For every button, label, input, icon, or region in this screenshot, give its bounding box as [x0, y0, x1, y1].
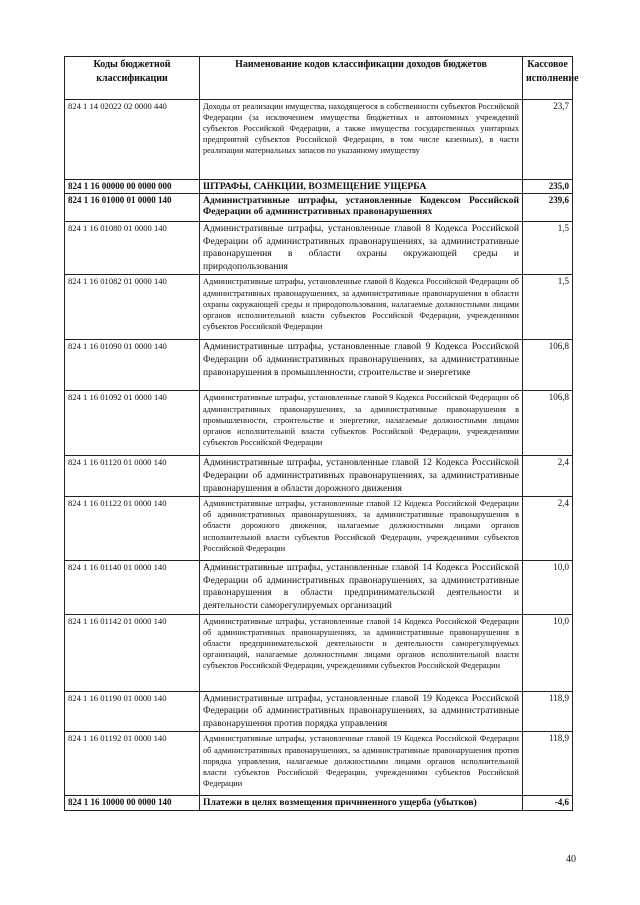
row-code: 824 1 16 01122 01 0000 140: [65, 497, 200, 561]
table-row: [65, 732, 573, 796]
row-name: Административные штрафы, установленные главой 9 Кодекса Российской Федерации об административных правонарушениях, за административные правонарушения в промышленности, строительстве и энергетике: [200, 340, 523, 391]
row-code: 824 1 14 02022 02 0000 440: [65, 100, 200, 180]
table-header-row: [65, 57, 573, 100]
row-amount: 235,0: [523, 180, 573, 194]
table-row: [65, 391, 573, 456]
row-amount: 1,5: [523, 222, 573, 275]
table-row: [65, 614, 573, 691]
row-code: 824 1 16 01090 01 0000 140: [65, 340, 200, 391]
table-row: [65, 100, 573, 180]
row-amount: 106,8: [523, 391, 573, 456]
row-code: 824 1 16 10000 00 0000 140: [65, 796, 200, 811]
row-code: 824 1 16 01092 01 0000 140: [65, 391, 200, 456]
row-amount: 106,8: [523, 340, 573, 391]
row-amount: 2,4: [523, 456, 573, 497]
row-code: 824 1 16 01120 01 0000 140: [65, 456, 200, 497]
row-name: Административные штрафы, установленные главой 14 Кодекса Российской Федерации об административных правонарушениях, за административные правонарушения в области предпринимательской деятельности и деятельности саморегулируемых организаций: [200, 561, 523, 614]
row-code: 824 1 16 01192 01 0000 140: [65, 732, 200, 796]
row-name: Административные штрафы, установленные главой 12 Кодекса Российской Федерации об административных правонарушениях, за административные правонарушения в области дорожного движения, налагаемые должностными лицами органов исполнительной власти субъектов Российской Федерации, учреждениями субъектов Российской Федерации: [200, 497, 523, 561]
table-row: [65, 194, 573, 222]
row-amount: 239,6: [523, 194, 573, 222]
row-amount: 118,9: [523, 691, 573, 732]
header-amount: Кассовое исполнение: [523, 57, 573, 100]
table-row: [65, 222, 573, 275]
table-row: [65, 561, 573, 614]
row-code: 824 1 16 01082 01 0000 140: [65, 275, 200, 340]
row-name: Административные штрафы, установленные главой 19 Кодекса Российской Федерации об административных правонарушениях, за административные правонарушения против порядка управления, налагаемые должностными лицами органов исполнительной власти субъектов Российской Федерации, учреждениями субъектов Российской Федерации: [200, 732, 523, 796]
header-name: Наименование кодов классификации доходов бюджетов: [200, 57, 523, 100]
row-code: 824 1 16 01140 01 0000 140: [65, 561, 200, 614]
row-name: Административные штрафы, установленные главой 12 Кодекса Российской Федерации об административных правонарушениях, за административные правонарушения в области дорожного движения: [200, 456, 523, 497]
table-row: [65, 456, 573, 497]
row-amount: 10,0: [523, 614, 573, 691]
row-name: Доходы от реализации имущества, находящегося в собственности субъектов Российской Федерации (за исключением имущества бюджетных и автономных учреждений субъектов Российской Федерации, а также имущества государственных унитарных предприятий субъектов Российской Федерации, в том числе казенных), в части реализации материальных запасов по указанному имуществу: [200, 100, 523, 180]
table-row: [65, 796, 573, 811]
row-name: ШТРАФЫ, САНКЦИИ, ВОЗМЕЩЕНИЕ УЩЕРБА: [200, 180, 523, 194]
header-code: Коды бюджетной классификации: [65, 57, 200, 100]
row-amount: 10,0: [523, 561, 573, 614]
row-code: 824 1 16 01190 01 0000 140: [65, 691, 200, 732]
row-name: Административные штрафы, установленные главой 9 Кодекса Российской Федерации об административных правонарушениях, за административные правонарушения в промышленности, строительстве и энергетике, налагаемые должностными лицами органов исполнительной власти субъектов Российской Федерации, учреждениями субъектов Российской Федерации: [200, 391, 523, 456]
row-code: 824 1 16 00000 00 0000 000: [65, 180, 200, 194]
row-code: 824 1 16 01142 01 0000 140: [65, 614, 200, 691]
row-name: Платежи в целях возмещения причиненного ущерба (убытков): [200, 796, 523, 811]
row-amount: 23,7: [523, 100, 573, 180]
page-number: 40: [566, 854, 576, 865]
row-name: Административные штрафы, установленные главой 8 Кодекса Российской Федерации об административных правонарушениях, за административные правонарушения в области охраны окружающей среды и природопользования: [200, 222, 523, 275]
row-code: 824 1 16 01080 01 0000 140: [65, 222, 200, 275]
row-amount: 118,9: [523, 732, 573, 796]
row-name: Административные штрафы, установленные главой 8 Кодекса Российской Федерации об административных правонарушениях, за административные правонарушения в области охраны окружающей среды и природопользования, налагаемые должностными лицами органов исполнительной власти субъектов Российской Федерации, учреждениями субъектов Российской Федерации: [200, 275, 523, 340]
row-amount: -4,6: [523, 796, 573, 811]
table-row: [65, 180, 573, 194]
table-row: [65, 497, 573, 561]
budget-revenue-table: [64, 56, 579, 811]
row-code: 824 1 16 01000 01 0000 140: [65, 194, 200, 222]
table-row: [65, 275, 573, 340]
table-row: [65, 340, 573, 391]
row-name: Административные штрафы, установленные главой 14 Кодекса Российской Федерации об административных правонарушениях, за административные правонарушения в области предпринимательской деятельности и деятельности саморегулируемых организаций, налагаемые должностными лицами органов исполнительной власти субъектов Российской Федерации, учреждениями субъектов Российской Федерации: [200, 614, 523, 691]
row-amount: 2,4: [523, 497, 573, 561]
row-name: Административные штрафы, установленные Кодексом Российской Федерации об административных правонарушениях: [200, 194, 523, 222]
row-name: Административные штрафы, установленные главой 19 Кодекса Российской Федерации об административных правонарушениях, за административные правонарушения против порядка управления: [200, 691, 523, 732]
row-amount: 1,5: [523, 275, 573, 340]
table-row: [65, 691, 573, 732]
